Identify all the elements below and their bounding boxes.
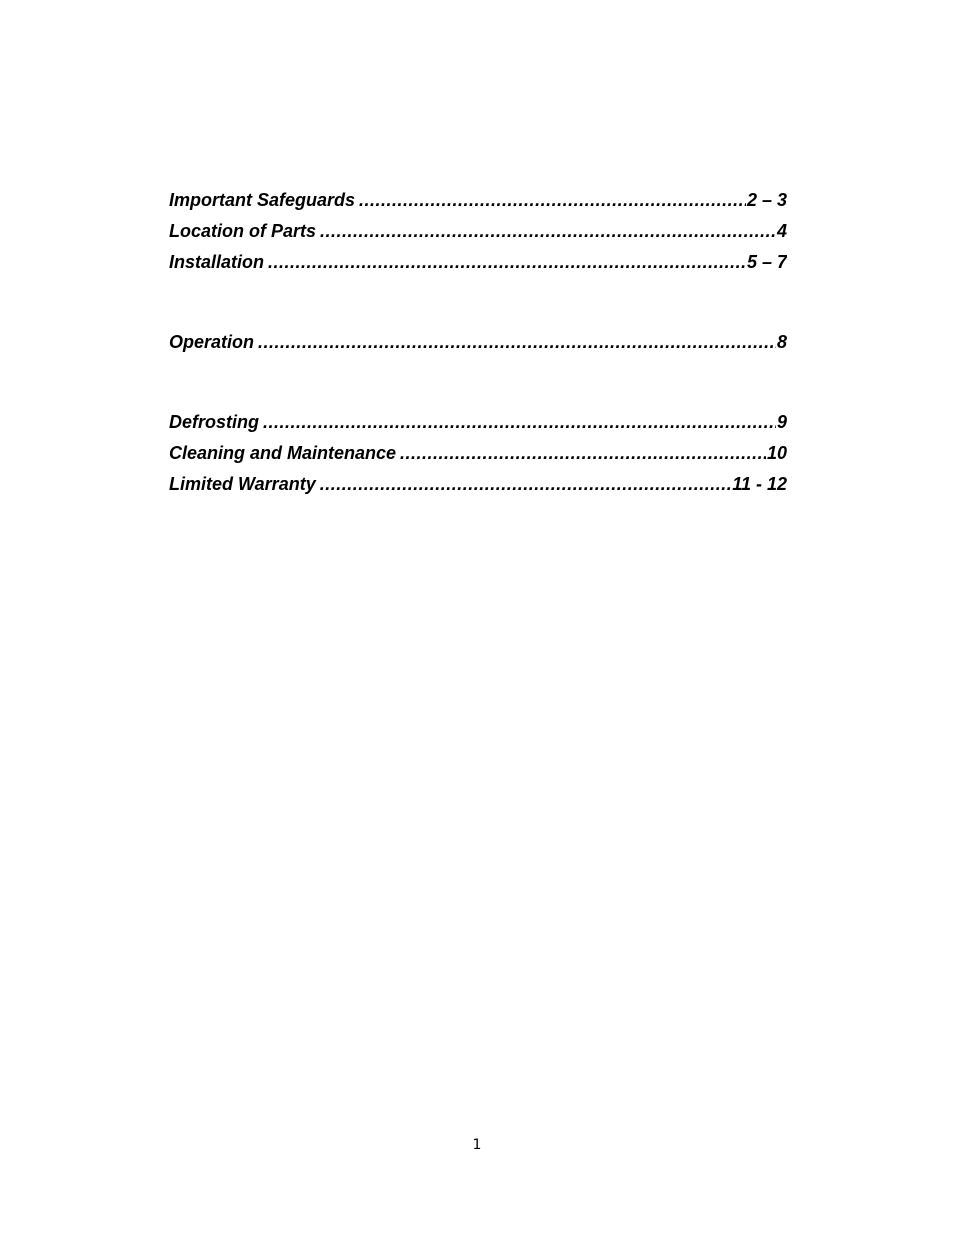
toc-dot-leader bbox=[268, 252, 746, 273]
toc-entry-operation bbox=[169, 332, 787, 358]
toc-entry-limited-warranty bbox=[169, 474, 787, 500]
toc-entry-location-of-parts bbox=[169, 221, 787, 247]
toc-entry-installation bbox=[169, 252, 787, 278]
toc-dot-leader bbox=[400, 443, 766, 464]
toc-entry-page: 5 – 7 bbox=[746, 252, 787, 272]
toc-dot-leader bbox=[263, 412, 776, 433]
toc-entry-important-safeguards bbox=[169, 190, 787, 216]
toc-entry-cleaning-and-maintenance bbox=[169, 443, 787, 469]
toc-dot-leader bbox=[258, 332, 776, 353]
toc-dot-leader bbox=[359, 190, 746, 211]
toc-dot-leader bbox=[320, 474, 732, 495]
toc-entry-page: 8 bbox=[776, 332, 787, 352]
toc-entry-page: 4 bbox=[776, 221, 787, 241]
toc-entry-label: Defrosting bbox=[169, 412, 259, 432]
page-number: 1 bbox=[472, 1137, 482, 1153]
toc-entry-label: Important Safeguards bbox=[169, 190, 356, 210]
toc-entry-label: Operation bbox=[169, 332, 255, 352]
toc-entry-label: Installation bbox=[169, 252, 265, 272]
toc-entry-label: Location of Parts bbox=[169, 221, 317, 241]
toc-entry-page: 10 bbox=[766, 443, 787, 463]
toc-entry-defrosting bbox=[169, 412, 787, 438]
toc-dot-leader bbox=[320, 221, 776, 242]
toc-entry-label: Limited Warranty bbox=[169, 474, 316, 494]
toc-entry-page: 9 bbox=[776, 412, 787, 432]
toc-entry-label: Cleaning and Maintenance bbox=[169, 443, 397, 463]
toc-entry-page: 11 - 12 bbox=[732, 474, 787, 494]
toc-entry-page: 2 – 3 bbox=[746, 190, 787, 210]
